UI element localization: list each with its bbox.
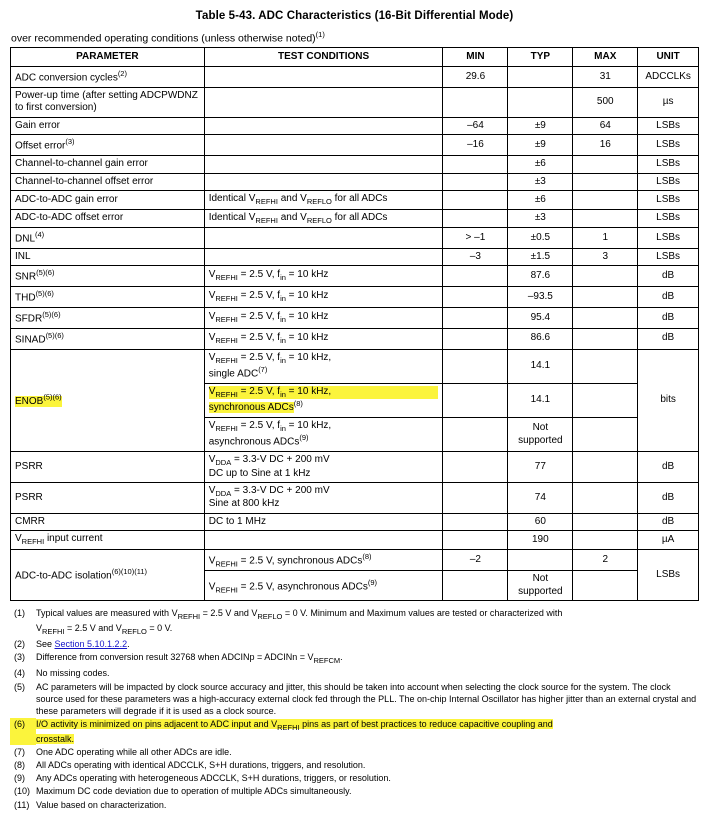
- parameter-label: ENOB: [15, 395, 44, 407]
- row-max: 16: [573, 135, 638, 156]
- row-conditions: [204, 173, 443, 191]
- row-parameter-isolation: [11, 549, 205, 601]
- footnote-text: See Section 5.10.1.2.2.: [36, 639, 130, 650]
- footnote-number: (4): [14, 668, 25, 679]
- row-typ: 86.6: [508, 328, 573, 349]
- row-typ: ±9: [508, 135, 573, 156]
- footnote-number: (8): [14, 760, 25, 771]
- row-conditions: [204, 87, 443, 117]
- adc-characteristics-table: [10, 47, 699, 602]
- row-min: –16: [443, 135, 508, 156]
- footnote-text: Value based on characterization.: [36, 799, 167, 810]
- row-parameter: [11, 307, 205, 328]
- row-max: [573, 531, 638, 549]
- row-unit: LSBs: [638, 549, 699, 601]
- row-typ: ±6: [508, 156, 573, 174]
- subscript-in: in: [280, 423, 286, 433]
- row-parameter: [11, 227, 205, 248]
- parameter-label: ADC conversion cycles: [15, 72, 118, 84]
- row-conditions: [204, 156, 443, 174]
- row-max: [573, 571, 638, 601]
- footnote-item: [10, 799, 699, 811]
- subscript-reflo: REFLO: [121, 627, 147, 637]
- parameter-footnote-ref: (5)(6): [42, 309, 61, 319]
- footnote-item-highlighted: [10, 718, 699, 745]
- row-typ: 14.1: [508, 349, 573, 383]
- conditions-line1: $V_{DDA} = 3.3-V$ DC + 200 mV: [208, 454, 330, 468]
- row-conditions: [204, 135, 443, 156]
- row-conditions: Identical $V_{REFHI}$ and $V_{REFLO}$ for all ADCs: [204, 209, 443, 227]
- subscript-refhi: REFHI: [215, 559, 238, 569]
- row-parameter: Channel-to-channel gain error: [11, 156, 205, 174]
- row-max: 31: [573, 67, 638, 88]
- row-conditions: [204, 349, 443, 383]
- subscript-in: in: [280, 355, 286, 365]
- footnotes-list: [10, 607, 699, 810]
- row-unit: LSBs: [638, 227, 699, 248]
- footnote-text: One ADC operating while all other ADCs are idle.: [36, 747, 232, 758]
- footnote-item: [10, 772, 699, 784]
- row-unit: dB: [638, 452, 699, 483]
- footnote-number: (1): [14, 608, 25, 619]
- parameter-footnote-ref: (5)(6): [36, 268, 55, 278]
- row-unit: dB: [638, 328, 699, 349]
- row-conditions: [204, 417, 443, 451]
- row-conditions: $V_{REFHI} = 2.5$ V, $f_{in} = 10$ kHz: [204, 307, 443, 328]
- table-row: [11, 227, 699, 248]
- row-typ: –93.5: [508, 287, 573, 308]
- row-min: [443, 531, 508, 549]
- table-row: [11, 483, 699, 514]
- footnote-item: [10, 681, 699, 717]
- table-row-isolation-synchronous: [11, 549, 699, 571]
- footnote-number: (10): [14, 786, 31, 797]
- table-row: [11, 135, 699, 156]
- subscript-refhi: REFHI: [215, 355, 238, 365]
- row-conditions: [204, 483, 443, 514]
- row-typ: ±1.5: [508, 248, 573, 266]
- subscript-refcm: REFCM: [313, 656, 341, 666]
- parameter-label: DNL: [15, 233, 36, 245]
- row-min: [443, 191, 508, 209]
- row-max: [573, 307, 638, 328]
- footnote-text: Any ADCs operating with heterogeneous ADCCLK, S+H durations, triggers, or resolution.: [36, 773, 391, 784]
- footnote-text: Typical values are measured with $V_{REFHI} = 2.5$ V and $V_{REFLO} = 0$ V. Minimum and Maximum values are tested or characterized with $V_{REFHI} = 2.5$ V and $V_{REFLO} = 0$ V.: [36, 608, 563, 637]
- parameter-footnote-ref: (2): [117, 69, 127, 78]
- row-min: [443, 173, 508, 191]
- subscript-refhi: REFHI: [215, 294, 238, 304]
- parameter-label: SINAD: [15, 334, 46, 346]
- footnote-item: [10, 746, 699, 758]
- row-min: [443, 349, 508, 383]
- row-unit: bits: [638, 349, 699, 452]
- footnote-number: (9): [14, 773, 25, 784]
- row-parameter: [11, 135, 205, 156]
- parameter-label: ADC-to-ADC isolation: [15, 570, 112, 582]
- row-parameter: Channel-to-channel offset error: [11, 173, 205, 191]
- row-typ: Not supported: [508, 417, 573, 451]
- row-min: > –1: [443, 227, 508, 248]
- table-row: [11, 452, 699, 483]
- footnote-number: (11): [14, 799, 30, 810]
- footnote-item: [10, 651, 699, 666]
- subscript-refhi: REFHI: [215, 315, 238, 325]
- table-row: [11, 209, 699, 227]
- table-row: [11, 87, 699, 117]
- row-parameter: PSRR: [11, 452, 205, 483]
- table-row: [11, 266, 699, 287]
- row-typ: Not supported: [508, 571, 573, 601]
- row-unit: LSBs: [638, 209, 699, 227]
- row-min: [443, 571, 508, 601]
- subscript-in: in: [280, 294, 286, 304]
- conditions-footnote-ref: (1): [315, 30, 325, 39]
- footnote-item: [10, 785, 699, 797]
- table-row: [11, 156, 699, 174]
- row-max: [573, 156, 638, 174]
- footnote-number: (7): [14, 747, 25, 758]
- subscript-in: in: [280, 335, 286, 345]
- column-header-unit: UNIT: [638, 47, 699, 67]
- table-row: [11, 248, 699, 266]
- conditions-footnote-ref: (7): [258, 364, 268, 374]
- row-typ: 14.1: [508, 383, 573, 417]
- row-typ: ±6: [508, 191, 573, 209]
- row-typ: 74: [508, 483, 573, 514]
- row-max: [573, 173, 638, 191]
- row-min: –64: [443, 117, 508, 135]
- row-conditions: $V_{REFHI} = 2.5$ V, $f_{in} = 10$ kHz: [204, 266, 443, 287]
- footnote-number: (5): [14, 681, 25, 692]
- parameter-label: Offset error: [15, 140, 66, 152]
- row-max: [573, 417, 638, 451]
- table-row: [11, 328, 699, 349]
- row-typ: 60: [508, 513, 573, 531]
- row-unit: LSBs: [638, 135, 699, 156]
- row-parameter: [11, 328, 205, 349]
- conditions-footnote-ref: (8): [293, 399, 303, 409]
- subscript-in: in: [280, 273, 286, 283]
- parameter-footnote-ref: (5)(6): [43, 392, 62, 402]
- footnote-highlight: I/O activity is minimized on pins adjacent to ADC input and $V_{REFHI}$ pins as part of best practices to reduce capacitive coupling and crosstalk.: [36, 718, 553, 744]
- row-typ: 95.4: [508, 307, 573, 328]
- row-parameter: PSRR: [11, 483, 205, 514]
- subscript-reflo: REFLO: [257, 612, 283, 622]
- footnote-text: Difference from conversion result 32768 when ADCINp = ADCINn = $V_{REFCM}$.: [36, 652, 343, 666]
- conditions-note: [11, 30, 699, 45]
- row-parameter: ADC-to-ADC offset error: [11, 209, 205, 227]
- table-row: [11, 67, 699, 88]
- row-unit: LSBs: [638, 117, 699, 135]
- footnote-number: (3): [14, 652, 25, 663]
- row-unit: dB: [638, 307, 699, 328]
- row-typ: 190: [508, 531, 573, 549]
- parameter-footnote-ref: (5)(6): [45, 330, 64, 340]
- subscript-reflo: REFLO: [306, 197, 332, 207]
- row-parameter: INL: [11, 248, 205, 266]
- row-conditions: [204, 117, 443, 135]
- parameter-label: SFDR: [15, 313, 43, 325]
- table-row: [11, 307, 699, 328]
- row-parameter: Power-up time (after setting ADCPWDNZ to first conversion): [11, 87, 205, 117]
- row-parameter: Gain error: [11, 117, 205, 135]
- row-typ: 77: [508, 452, 573, 483]
- column-header-test-conditions: TEST CONDITIONS: [204, 47, 443, 67]
- subscript-reflo: REFLO: [306, 215, 332, 225]
- row-typ: ±9: [508, 117, 573, 135]
- table-row: [11, 287, 699, 308]
- subscript-in: in: [280, 389, 286, 399]
- row-unit: dB: [638, 266, 699, 287]
- row-min: [443, 483, 508, 514]
- row-min: [443, 417, 508, 451]
- row-min: [443, 328, 508, 349]
- section-link[interactable]: Section 5.10.1.2.2: [54, 639, 128, 650]
- row-min: [443, 452, 508, 483]
- row-max: [573, 287, 638, 308]
- subscript-refhi: REFHI: [215, 584, 238, 594]
- column-header-typ: TYP: [508, 47, 573, 67]
- subscript-vdda: DDA: [215, 458, 232, 468]
- enob-highlighted-label: [15, 392, 62, 407]
- subscript-refhi: REFHI: [255, 197, 278, 207]
- subscript-refhi: REFHI: [215, 389, 238, 399]
- conditions-text: over recommended operating conditions (unless otherwise noted): [11, 32, 316, 45]
- column-header-min: MIN: [443, 47, 508, 67]
- subscript-refhi: REFHI: [277, 722, 300, 732]
- row-typ: [508, 549, 573, 571]
- column-header-parameter: PARAMETER: [11, 47, 205, 67]
- row-max: [573, 328, 638, 349]
- footnote-number: (6): [10, 718, 36, 745]
- footnote-item: [10, 638, 699, 650]
- row-parameter: ADC-to-ADC gain error: [11, 191, 205, 209]
- row-unit: LSBs: [638, 156, 699, 174]
- table-row-enob-single: [11, 349, 699, 383]
- conditions-line1-highlighted: $V_{REFHI} = 2.5$ V, $f_{in} = 10$ kHz,: [209, 386, 439, 399]
- row-unit: ADCCLKs: [638, 67, 699, 88]
- row-typ: ±3: [508, 173, 573, 191]
- row-min: –3: [443, 248, 508, 266]
- table-row: [11, 513, 699, 531]
- row-max: 1: [573, 227, 638, 248]
- parameter-footnote-ref: (4): [35, 229, 45, 239]
- row-unit: LSBs: [638, 248, 699, 266]
- footnote-text: All ADCs operating with identical ADCCLK, S+H durations, triggers, and resolution.: [36, 760, 366, 771]
- row-max: [573, 483, 638, 514]
- row-conditions: [204, 531, 443, 549]
- row-conditions: $V_{REFHI} = 2.5$ V, $f_{in} = 10$ kHz: [204, 328, 443, 349]
- row-max: [573, 266, 638, 287]
- conditions-line2: single ADC$^{(7)}$: [208, 364, 268, 380]
- row-conditions: [204, 452, 443, 483]
- subscript-in: in: [280, 315, 286, 325]
- row-parameter-enob: [11, 349, 205, 452]
- row-conditions: [204, 383, 443, 417]
- row-typ: 87.6: [508, 266, 573, 287]
- row-conditions: DC to 1 MHz: [204, 513, 443, 531]
- footnote-text: Maximum DC code deviation due to operation of multiple ADCs simultaneously.: [36, 786, 352, 797]
- row-unit: LSBs: [638, 191, 699, 209]
- conditions-line2: asynchronous ADCs$^{(9)}$: [208, 433, 309, 448]
- row-min: [443, 383, 508, 417]
- footnote-item: [10, 607, 699, 637]
- conditions-line2: DC up to Sine at 1 kHz: [208, 467, 311, 479]
- table-header-row: [11, 47, 699, 67]
- row-max: [573, 452, 638, 483]
- row-min: [443, 209, 508, 227]
- page-title: Table 5-43. ADC Characteristics (16-Bit Differential Mode): [195, 10, 514, 22]
- row-parameter: [11, 266, 205, 287]
- row-parameter: $V_{REFHI}$ input current: [11, 531, 205, 549]
- row-conditions: Identical $V_{REFHI}$ and $V_{REFLO}$ for all ADCs: [204, 191, 443, 209]
- footnote-text: AC parameters will be impacted by clock source accuracy and jitter, this should be taken into account when selecting the clock source for the system. The clock source used for these parameters was a high-accuracy external clock fed through the PLL. The on-chip Internal Oscillator has higher jitter than an external crystal and these parameters will degrade if it is used as a clock source.: [36, 681, 697, 716]
- footnote-item: [10, 667, 699, 679]
- row-min: [443, 266, 508, 287]
- table-row: [11, 531, 699, 549]
- row-unit: µs: [638, 87, 699, 117]
- row-conditions: [204, 67, 443, 88]
- row-min: [443, 513, 508, 531]
- footnote-text: No missing codes.: [36, 668, 110, 679]
- row-max: 64: [573, 117, 638, 135]
- parameter-footnote-ref: (3): [65, 137, 75, 147]
- subscript-refhi: REFHI: [215, 423, 238, 433]
- row-parameter: CMRR: [11, 513, 205, 531]
- table-row: [11, 191, 699, 209]
- subscript-refhi: REFHI: [255, 215, 278, 225]
- row-typ: ±3: [508, 209, 573, 227]
- subscript-refhi: REFHI: [215, 335, 238, 345]
- conditions-line2: Sine at 800 kHz: [208, 498, 280, 510]
- row-conditions: [204, 248, 443, 266]
- footnote-text: [36, 718, 699, 745]
- row-unit: LSBs: [638, 173, 699, 191]
- table-row: [11, 117, 699, 135]
- row-max: [573, 209, 638, 227]
- row-max: 3: [573, 248, 638, 266]
- row-min: [443, 87, 508, 117]
- row-max: 500: [573, 87, 638, 117]
- subscript-refhi: REFHI: [215, 273, 238, 283]
- row-typ: [508, 67, 573, 88]
- conditions-footnote-ref: (9): [367, 577, 378, 587]
- conditions-line1: $V_{REFHI} = 2.5$ V, $f_{in} = 10$ kHz,: [208, 419, 332, 433]
- parameter-footnote-ref: (6)(10)(11): [111, 567, 147, 577]
- row-min: [443, 307, 508, 328]
- row-max: [573, 513, 638, 531]
- row-conditions: [204, 227, 443, 248]
- subscript-refhi: REFHI: [42, 627, 65, 637]
- row-unit: dB: [638, 513, 699, 531]
- parameter-label: THD: [15, 292, 36, 304]
- row-typ: ±0.5: [508, 227, 573, 248]
- row-min: –2: [443, 549, 508, 571]
- parameter-footnote-ref: (5)(6): [35, 289, 54, 299]
- row-typ: [508, 87, 573, 117]
- row-conditions: $V_{REFHI} = 2.5$ V, $f_{in} = 10$ kHz: [204, 287, 443, 308]
- row-unit: dB: [638, 483, 699, 514]
- subscript-vdda: DDA: [215, 489, 232, 499]
- row-min: 29.6: [443, 67, 508, 88]
- row-max: [573, 191, 638, 209]
- conditions-line2: synchronous ADCs$^{(8)}$: [208, 399, 303, 414]
- conditions-line1: $V_{DDA} = 3.3-V$ DC + 200 mV: [208, 485, 330, 499]
- footnote-item: [10, 759, 699, 771]
- conditions-line1: $V_{REFHI} = 2.5$ V, $f_{in} = 10$ kHz,: [208, 351, 332, 365]
- row-conditions: $V_{REFHI} = 2.5$ V, asynchronous ADCs$^{(9)}$: [204, 571, 443, 601]
- conditions-footnote-ref: (8): [362, 551, 372, 561]
- row-min: [443, 287, 508, 308]
- subscript-refhi: REFHI: [177, 612, 201, 622]
- parameter-label: SNR: [15, 271, 37, 283]
- row-parameter: [11, 287, 205, 308]
- column-header-max: MAX: [573, 47, 638, 67]
- row-max: [573, 349, 638, 383]
- table-row: [11, 173, 699, 191]
- row-parameter: [11, 67, 205, 88]
- row-max: [573, 383, 638, 417]
- subscript-refhi: REFHI: [21, 537, 45, 547]
- row-unit: µA: [638, 531, 699, 549]
- footnote-number: (2): [14, 639, 25, 650]
- conditions-footnote-ref: (9): [299, 433, 309, 443]
- row-min: [443, 156, 508, 174]
- row-unit: dB: [638, 287, 699, 308]
- row-conditions: $V_{REFHI} = 2.5$ V, synchronous ADCs$^{(8)}$: [204, 549, 443, 571]
- row-max: 2: [573, 549, 638, 571]
